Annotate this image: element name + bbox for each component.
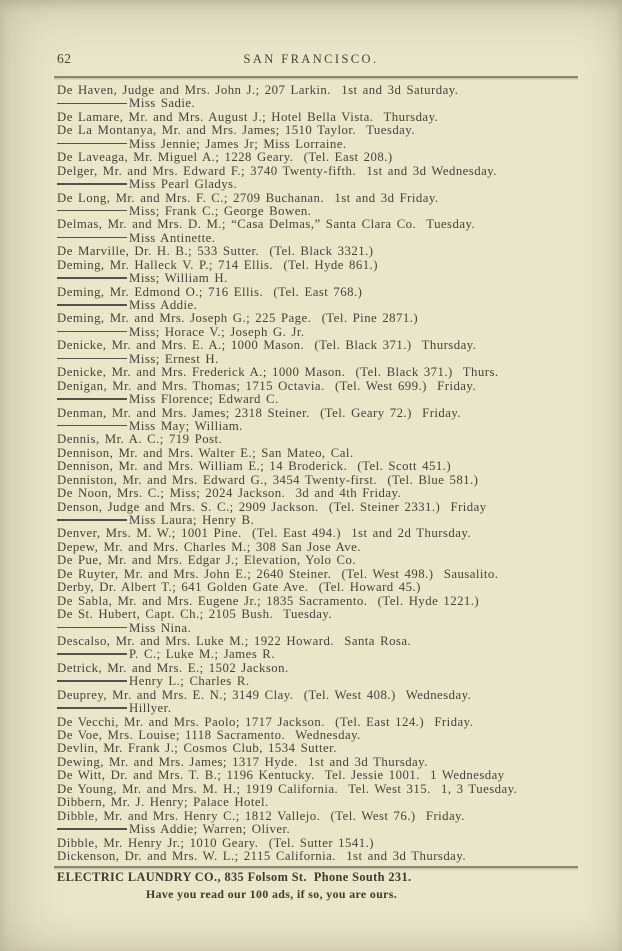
entry-text: Miss; Horace V.; Joseph G. Jr. <box>129 324 305 339</box>
entry-text: Miss Sadie. <box>129 96 196 111</box>
entry-text: P. C.; Luke M.; James R. <box>129 647 275 662</box>
directory-continuation-entry <box>57 205 517 218</box>
continuation-dash <box>57 277 127 278</box>
entry-text: Miss Addie; Warren; Oliver. <box>129 822 291 837</box>
entry-text: De Witt, Dr. and Mrs. T. B.; 1196 Kentucky. Tel. Jessie 1001. 1 Wednesday <box>57 768 505 783</box>
continuation-dash <box>57 143 127 144</box>
entry-text: Dennis, Mr. A. C.; 719 Post. <box>57 432 223 447</box>
directory-entry <box>57 433 517 446</box>
entry-text: Dibbern, Mr. J. Henry; Palace Hotel. <box>57 795 269 810</box>
entry-text: Miss Antinette. <box>129 230 216 245</box>
entry-text: De Vecchi, Mr. and Mrs. Paolo; 1717 Jackson. (Tel. East 124.) Friday. <box>57 714 474 729</box>
directory-continuation-entry <box>57 675 517 688</box>
entry-text: De St. Hubert, Capt. Ch.; 2105 Bush. Tuesday. <box>57 607 333 622</box>
entry-text: Detrick, Mr. and Mrs. E.; 1502 Jackson. <box>57 660 289 675</box>
directory-entry <box>57 124 517 137</box>
entry-text: De Marville, Dr. H. B.; 533 Sutter. (Tel. Black 3321.) <box>57 244 374 259</box>
entry-text: Devlin, Mr. Frank J.; Cosmos Club, 1534 Sutter. <box>57 741 337 756</box>
entry-text: Denver, Mrs. M. W.; 1001 Pine. (Tel. East 494.) 1st and 2d Thursday. <box>57 526 471 541</box>
continuation-dash <box>57 519 127 520</box>
entry-text: Henry L.; Charles R. <box>129 674 250 689</box>
entry-text: Dickenson, Dr. and Mrs. W. L.; 2115 California. 1st and 3d Thursday. <box>57 848 466 863</box>
entry-text: Descalso, Mr. and Mrs. Luke M.; 1922 Howard. Santa Rosa. <box>57 633 412 648</box>
continuation-dash <box>57 331 127 332</box>
entry-text: Denniston, Mr. and Mrs. Edward G., 3454 Twenty-first. (Tel. Blue 581.) <box>57 472 479 487</box>
footer-ad-company: ELECTRIC LAUNDRY CO., 835 Folsom St. Phone South 231. <box>57 870 412 884</box>
page-number: 62 <box>57 51 72 66</box>
entry-text: Miss; Ernest H. <box>129 351 219 366</box>
entry-text: Miss May; William. <box>129 418 243 433</box>
entry-text: Denigan, Mr. and Mrs. Thomas; 1715 Octavia. (Tel. West 699.) Friday. <box>57 378 477 393</box>
directory-entry <box>57 339 517 352</box>
continuation-dash <box>57 103 127 104</box>
directory-entry <box>57 769 517 782</box>
directory-entry <box>57 716 517 729</box>
entry-text: Dewing, Mr. and Mrs. James; 1317 Hyde. 1st and 3d Thursday. <box>57 754 428 769</box>
entry-text: Deming, Mr. Halleck V. P.; 714 Ellis. (Tel. Hyde 861.) <box>57 257 378 272</box>
continuation-dash <box>57 425 127 426</box>
directory-entry <box>57 192 517 205</box>
entry-text: Miss Pearl Gladys. <box>129 177 238 192</box>
entry-text: De Long, Mr. and Mrs. F. C.; 2709 Buchanan. 1st and 3d Friday. <box>57 190 439 205</box>
entry-text: Miss Florence; Edward C. <box>129 392 279 407</box>
directory-entry <box>57 366 517 379</box>
directory-entry <box>57 527 517 540</box>
entry-text: De Voe, Mrs. Louise; 1118 Sacramento. Wednesday. <box>57 728 361 742</box>
entry-text: Hillyer. <box>129 701 172 716</box>
directory-entry <box>57 501 517 514</box>
entry-text: Dennison, Mr. and Mrs. Walter E.; San Mateo, Cal. <box>57 445 354 460</box>
entry-text: De Haven, Judge and Mrs. John J.; 207 Larkin. 1st and 3d Saturday. <box>57 83 459 97</box>
directory-entry <box>57 662 517 675</box>
directory-continuation-entry <box>57 702 517 715</box>
entry-text: Deming, Mr. Edmond O.; 716 Ellis. (Tel. East 768.) <box>57 284 363 299</box>
directory-entry <box>57 581 517 594</box>
directory-entry <box>57 380 517 393</box>
directory-continuation-entry <box>57 272 517 285</box>
entry-text: De La Montanya, Mr. and Mrs. James; 1510 Taylor. Tuesday. <box>57 123 415 138</box>
directory-entry <box>57 850 517 863</box>
directory-entry <box>57 487 517 500</box>
entry-text: De Lamare, Mr. and Mrs. August J.; Hotel Bella Vista. Thursday. <box>57 109 439 124</box>
footer-rule <box>54 866 578 868</box>
directory-entry <box>57 407 517 420</box>
entry-text: Dennison, Mr. and Mrs. William E.; 14 Broderick. (Tel. Scott 451.) <box>57 459 452 474</box>
continuation-dash <box>57 237 127 238</box>
directory-entry <box>57 245 517 258</box>
entry-text: Miss; William H. <box>129 271 228 286</box>
directory-entry <box>57 259 517 272</box>
directory-entry <box>57 474 517 487</box>
continuation-dash <box>57 828 127 829</box>
continuation-dash <box>57 183 127 184</box>
directory-entry <box>57 635 517 648</box>
entry-text: Delger, Mr. and Mrs. Edward F.; 3740 Twenty-fifth. 1st and 3d Wednesday. <box>57 163 497 178</box>
directory-continuation-entry <box>57 648 517 661</box>
entry-text: De Sabla, Mr. and Mrs. Eugene Jr.; 1835 Sacramento. (Tel. Hyde 1221.) <box>57 593 480 608</box>
entry-text: Miss Laura; Henry B. <box>129 513 255 527</box>
directory-continuation-entry <box>57 622 517 635</box>
entry-text: Denman, Mr. and Mrs. James; 2318 Steiner. (Tel. Geary 72.) Friday. <box>57 405 462 420</box>
directory-entry <box>57 286 517 299</box>
directory-entry <box>57 729 517 742</box>
entry-text: Miss Nina. <box>129 620 192 635</box>
directory-continuation-entry <box>57 514 517 527</box>
entry-text: De Laveaga, Mr. Miguel A.; 1228 Geary. (Tel. East 208.) <box>57 150 393 165</box>
entry-text: Miss Jennie; James Jr; Miss Lorraine. <box>129 136 347 151</box>
continuation-dash <box>57 627 127 628</box>
directory-continuation-entry <box>57 420 517 433</box>
running-title: SAN FRANCISCO. <box>243 52 379 66</box>
directory-entry <box>57 595 517 608</box>
entry-text: De Young, Mr. and Mrs. M. H.; 1919 California. Tel. West 315. 1, 3 Tuesday. <box>57 781 518 796</box>
directory-entry <box>57 810 517 823</box>
entry-text: Denson, Judge and Mrs. S. C.; 2909 Jackson. (Tel. Steiner 2331.) Friday <box>57 499 487 514</box>
directory-continuation-entry <box>57 326 517 339</box>
directory-entry <box>57 460 517 473</box>
directory-entry <box>57 783 517 796</box>
directory-entry <box>57 796 517 809</box>
directory-entry <box>57 608 517 621</box>
continuation-dash <box>57 304 127 305</box>
directory-entry <box>57 84 517 97</box>
entry-text: Denicke, Mr. and Mrs. E. A.; 1000 Mason. (Tel. Black 371.) Thursday. <box>57 338 477 353</box>
directory-entry <box>57 447 517 460</box>
directory-entry <box>57 541 517 554</box>
entry-text: De Noon, Mrs. C.; Miss; 2024 Jackson. 3d and 4th Friday. <box>57 486 402 501</box>
header-rule <box>54 76 578 78</box>
entry-text: Deuprey, Mr. and Mrs. E. N.; 3149 Clay. (Tel. West 408.) Wednesday. <box>57 687 472 702</box>
entry-text: Dibble, Mr. Henry Jr.; 1010 Geary. (Tel. Sutter 1541.) <box>57 835 374 850</box>
directory-entry <box>57 312 517 325</box>
directory-continuation-entry <box>57 97 517 110</box>
continuation-dash <box>57 707 127 708</box>
directory-entry <box>57 568 517 581</box>
continuation-dash <box>57 398 127 399</box>
continuation-dash <box>57 210 127 211</box>
directory-entry <box>57 218 517 231</box>
entry-text: Miss; Frank C.; George Bowen. <box>129 203 312 218</box>
directory-entry <box>57 111 517 124</box>
directory-continuation-entry <box>57 393 517 406</box>
directory-entry <box>57 165 517 178</box>
directory-continuation-entry <box>57 353 517 366</box>
entry-text: De Pue, Mr. and Mrs. Edgar J.; Elevation, Yolo Co. <box>57 553 357 568</box>
continuation-dash <box>57 358 127 359</box>
directory-entry <box>57 756 517 769</box>
entry-text: Depew, Mr. and Mrs. Charles M.; 308 San Jose Ave. <box>57 539 361 554</box>
entry-text: Derby, Dr. Albert T.; 641 Golden Gate Ave. (Tel. Howard 45.) <box>57 580 421 595</box>
directory-entry <box>57 151 517 164</box>
directory-continuation-entry <box>57 299 517 312</box>
footer-ad-slogan: Have you read our 100 ads, if so, you are ours. <box>146 887 398 901</box>
directory-continuation-entry <box>57 232 517 245</box>
entry-text: Delmas, Mr. and Mrs. D. M.; “Casa Delmas,” Santa Clara Co. Tuesday. <box>57 217 476 232</box>
directory-continuation-entry <box>57 823 517 836</box>
entry-text: Deming, Mr. and Mrs. Joseph G.; 225 Page. (Tel. Pine 2871.) <box>57 311 419 326</box>
continuation-dash <box>57 653 127 654</box>
directory-entry <box>57 837 517 850</box>
directory-continuation-entry <box>57 138 517 151</box>
directory-list <box>57 84 517 863</box>
entry-text: Denicke, Mr. and Mrs. Frederick A.; 1000 Mason. (Tel. Black 371.) Thurs. <box>57 365 499 380</box>
directory-entry <box>57 742 517 755</box>
entry-text: Dibble, Mr. and Mrs. Henry C.; 1812 Vallejo. (Tel. West 76.) Friday. <box>57 808 465 823</box>
entry-text: Miss Addie. <box>129 298 198 312</box>
directory-entry <box>57 554 517 567</box>
directory-continuation-entry <box>57 178 517 191</box>
entry-text: De Ruyter, Mr. and Mrs. John E.; 2640 Steiner. (Tel. West 498.) Sausalito. <box>57 566 499 581</box>
continuation-dash <box>57 680 127 681</box>
directory-entry <box>57 689 517 702</box>
